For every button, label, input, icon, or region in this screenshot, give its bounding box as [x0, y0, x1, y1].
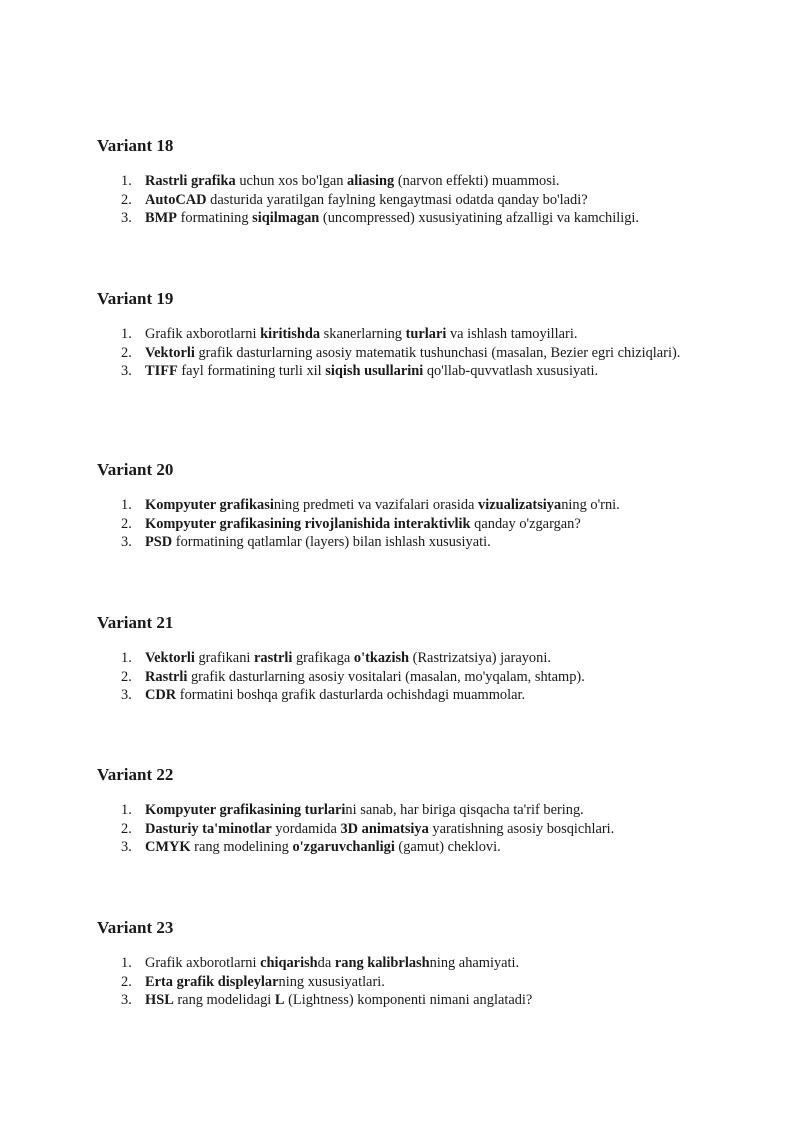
bold-term: CMYK [145, 839, 191, 855]
bold-term: siqish usullarini [325, 363, 424, 379]
bold-term: BMP [145, 210, 177, 226]
variant-23 [97, 917, 737, 1008]
bold-term: aliasing [347, 173, 395, 189]
question-text [145, 516, 581, 532]
question-text [145, 173, 559, 189]
bold-term: siqilmagan [252, 210, 320, 226]
question-text [145, 687, 525, 703]
question-list [121, 649, 681, 705]
question-text [145, 992, 532, 1008]
bold-term: rang kalibrlash [334, 955, 430, 971]
question-number: 1. [121, 650, 132, 666]
question-text [145, 839, 501, 855]
question-text [145, 363, 598, 379]
question-text [145, 955, 519, 971]
question-item [121, 362, 681, 381]
bold-term: HSL [145, 992, 174, 1008]
question-item [121, 820, 681, 839]
text-run: va ishlash tamoyillari. [446, 326, 578, 342]
question-number: 1. [121, 497, 132, 513]
text-run: formatini boshqa grafik dasturlarda ochishdagi muammolar. [176, 687, 526, 703]
text-run: fayl formatining turli xil [177, 363, 326, 379]
text-run: (narvon effekti) muammosi. [394, 173, 560, 189]
variant-title: Variant 22 [97, 765, 174, 784]
question-text [145, 974, 385, 990]
text-run: (uncompressed) xususiyatining afzalligi va kamchiligi. [319, 210, 640, 226]
question-item [121, 344, 681, 363]
text-run: qo'llab-quvvatlash xususiyati. [423, 363, 599, 379]
bold-term: 3D animatsiya [340, 820, 429, 837]
bold-term: TIFF [145, 363, 178, 379]
question-text [145, 650, 551, 666]
bold-term: Dasturiy ta'minotlar [145, 820, 272, 837]
question-number: 2. [121, 191, 132, 208]
text-run: formatining qatlamlar (layers) bilan ishlash xususiyati. [172, 534, 491, 550]
bold-term: kiritishda [260, 326, 321, 342]
question-item [121, 838, 681, 857]
question-number: 1. [121, 326, 132, 342]
text-run: grafik dasturlarning asosiy matematik tushunchasi (masalan, Bezier egri chiziqlari). [194, 344, 681, 361]
question-item [121, 686, 681, 705]
variant-title: Variant 19 [97, 289, 174, 308]
question-text [145, 821, 614, 837]
text-run: grafik dasturlarning asosiy vositalari (masalan, mo'yqalam, shtamp). [187, 668, 585, 685]
text-run: da [317, 955, 335, 971]
question-item [121, 191, 681, 210]
question-text [145, 534, 491, 550]
question-number: 1. [121, 955, 132, 971]
question-item [121, 649, 681, 668]
variant-title: Variant 21 [97, 613, 174, 632]
bold-term: Vektorli [145, 650, 195, 666]
question-number: 2. [121, 973, 132, 990]
question-list [121, 954, 681, 1010]
bold-term: o'zgaruvchanligi [292, 839, 395, 855]
question-number: 2. [121, 344, 132, 361]
question-number: 3. [121, 992, 132, 1008]
question-number: 2. [121, 668, 132, 685]
text-run: qanday o'zgargan? [470, 515, 581, 532]
question-number: 3. [121, 534, 132, 550]
question-item [121, 533, 681, 552]
bold-term: chiqarish [260, 955, 318, 971]
bold-term: vizualizatsiya [478, 497, 562, 513]
question-list [121, 496, 681, 552]
text-run: yordamida [271, 820, 341, 837]
bold-term: PSD [145, 534, 173, 550]
variant-19 [97, 288, 737, 379]
question-text [145, 669, 585, 685]
question-text [145, 192, 588, 208]
text-run: dasturida yaratilgan faylning kengaytmasi odatda qanday bo'ladi? [206, 191, 588, 208]
text-run: ning xususiyatlari. [278, 973, 385, 990]
question-item [121, 801, 681, 820]
question-number: 3. [121, 210, 132, 226]
variant-title: Variant 23 [97, 918, 174, 937]
question-item [121, 973, 681, 992]
text-run: (Lightness) komponenti nimani anglatadi? [284, 992, 533, 1008]
question-item [121, 668, 681, 687]
text-run: grafikani [194, 650, 254, 666]
variant-18 [97, 135, 737, 226]
question-text [145, 802, 584, 818]
text-run: ning predmeti va vazifalari orasida [273, 497, 479, 513]
text-run: rang modelining [190, 839, 293, 855]
text-run: formatining [176, 210, 253, 226]
question-number: 3. [121, 687, 132, 703]
bold-term: L [274, 992, 285, 1008]
bold-term: Vektorli [145, 344, 195, 361]
bold-term: Kompyuter grafikasi [145, 497, 274, 513]
question-number: 2. [121, 820, 132, 837]
text-run: ni sanab, har biriga qisqacha ta'rif bering. [345, 802, 584, 818]
question-number: 3. [121, 363, 132, 379]
bold-term: Kompyuter grafikasining turlari [145, 802, 346, 818]
question-number: 2. [121, 515, 132, 532]
question-item [121, 496, 681, 515]
question-number: 1. [121, 173, 132, 189]
bold-term: Erta grafik displeylar [145, 973, 279, 990]
text-run: yaratishning asosiy bosqichlari. [428, 820, 615, 837]
question-number: 1. [121, 802, 132, 818]
text-run: ning ahamiyati. [429, 955, 520, 971]
variant-title: Variant 20 [97, 460, 174, 479]
question-text [145, 497, 620, 513]
variant-title: Variant 18 [97, 136, 174, 155]
text-run: Grafik axborotlarni [145, 326, 261, 342]
question-list [121, 801, 681, 857]
variant-21 [97, 612, 737, 703]
bold-term: o'tkazish [353, 650, 410, 666]
question-number: 3. [121, 839, 132, 855]
bold-term: turlari [405, 326, 447, 342]
bold-term: Kompyuter grafikasining rivojlanishida interaktivlik [145, 515, 471, 532]
text-run: ning o'rni. [561, 497, 620, 513]
bold-term: Rastrli grafika [145, 173, 236, 189]
question-text [145, 210, 639, 226]
question-item [121, 325, 681, 344]
question-item [121, 515, 681, 534]
text-run: rang modelidagi [173, 992, 275, 1008]
bold-term: CDR [145, 687, 177, 703]
bold-term: rastrli [253, 650, 293, 666]
variant-22 [97, 764, 737, 855]
question-item [121, 172, 681, 191]
text-run: Grafik axborotlarni [145, 955, 261, 971]
question-list [121, 172, 681, 228]
question-item [121, 991, 681, 1010]
text-run: grafikaga [292, 650, 354, 666]
question-list [121, 325, 681, 381]
question-text [145, 345, 680, 361]
text-run: (gamut) cheklovi. [394, 839, 501, 855]
text-run: skanerlarning [320, 326, 406, 342]
question-item [121, 954, 681, 973]
variant-20 [97, 459, 737, 550]
text-run: uchun xos bo'lgan [235, 173, 348, 189]
bold-term: Rastrli [145, 668, 188, 685]
text-run: (Rastrizatsiya) jarayoni. [409, 650, 551, 666]
bold-term: AutoCAD [145, 191, 207, 208]
question-item [121, 209, 681, 228]
question-text [145, 326, 577, 342]
